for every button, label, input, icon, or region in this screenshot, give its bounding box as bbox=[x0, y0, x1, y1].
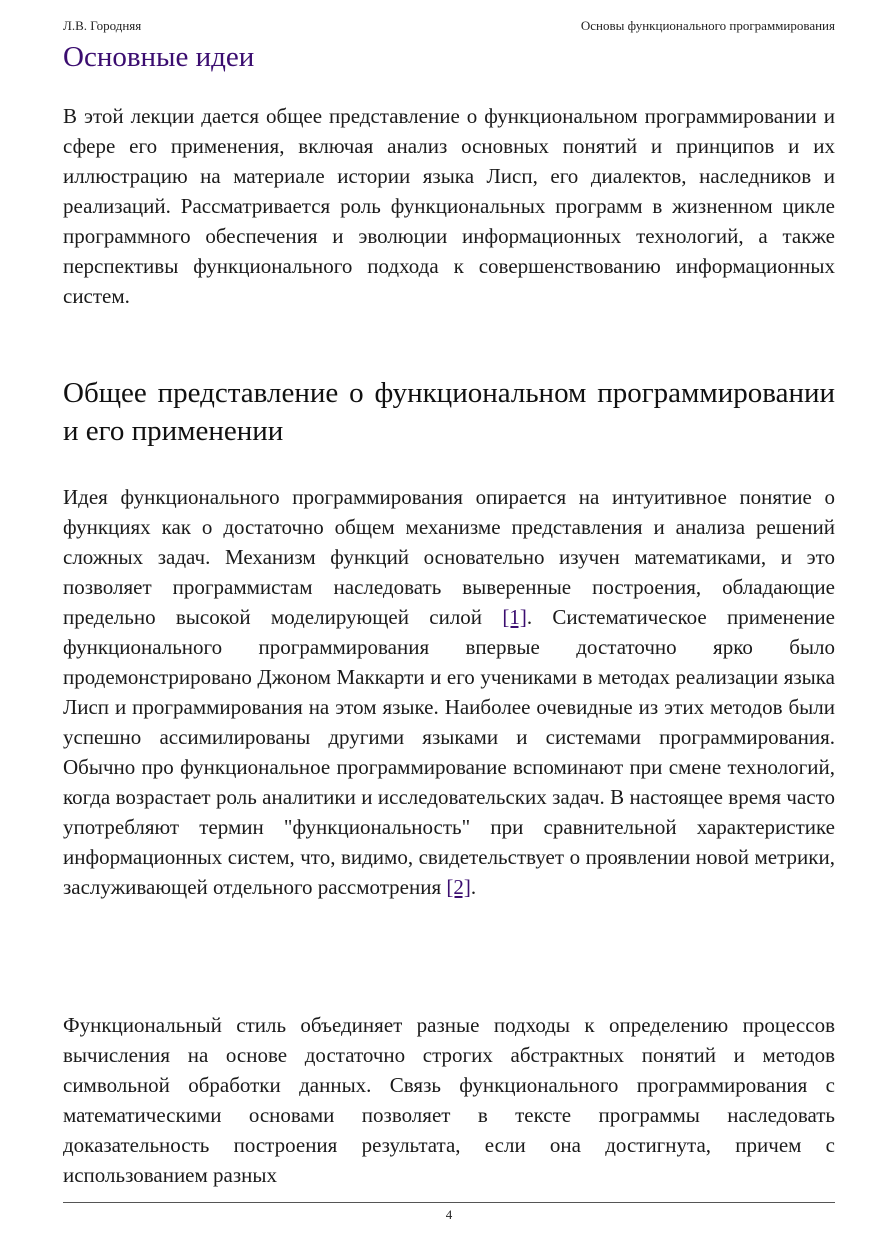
header-book-title: Основы функционального программирования bbox=[580, 18, 835, 33]
reference-link-1[interactable]: [1] bbox=[502, 605, 527, 629]
idea-paragraph bbox=[63, 482, 835, 902]
subsection-title: Общее представление о функциональном программировании и его применении bbox=[63, 377, 835, 447]
reference-link-2[interactable]: [2] bbox=[446, 875, 471, 899]
running-header bbox=[63, 16, 835, 36]
style-paragraph: Функциональный стиль объединяет разные подходы к определению процессов вычисления на основе достаточно строгих абстрактных понятий и методов символьной обработки данных. Связь функционального программирования с математическими основами позволяет в тексте программы наследовать доказательность построения результата, если она достигнута, причем с использованием разных bbox=[63, 1013, 835, 1187]
idea-text-part1: Идея функционального программирования опирается на интуитивное понятие о функциях как о достаточно общем механизме представления и анализа решений сложных задач. Механизм функций основательно изучен математиками, и это позволяет программистам наследовать выверенные построения, обладающие предельно высокой моделирующей силой bbox=[63, 485, 835, 629]
header-author: Л.В. Городняя bbox=[63, 18, 142, 33]
intro-paragraph: В этой лекции дается общее представление о функциональном программировании и сфере его применения, включая анализ основных понятий и принципов и их иллюстрацию на материале истории языка Лисп, его диалектов, наследников и реализаций. Рассматривается роль функциональных программ в жизненном цикле программного обеспечения и эволюции информационных технологий, а также перспективы функционального подхода к совершенствованию информационных систем. bbox=[63, 104, 835, 308]
document-page bbox=[63, 0, 835, 1241]
section-title: Основные идеи bbox=[63, 41, 255, 73]
page-number: 4 bbox=[445, 1207, 453, 1222]
idea-text-part2: . Систематическое применение функционального программирования впервые достаточно ярко было продемонстрировано Джоном Маккарти и его учениками в методах реализации языка Лисп и программирования на этом языке. Наиболее очевидные из этих методов были успешно ассимилированы другими языками и системами программирования. Обычно про функциональное программирование вспоминают при смене технологий, когда возрастает роль аналитики и исследовательских задач. В настоящее время часто употребляют термин "функциональность" при сравнительной характеристике информационных систем, что, видимо, свидетельствует о проявлении новой метрики, заслуживающей отдельного рассмотрения bbox=[63, 605, 835, 899]
footer-divider bbox=[63, 1202, 835, 1203]
idea-text-part3: . bbox=[470, 875, 477, 899]
